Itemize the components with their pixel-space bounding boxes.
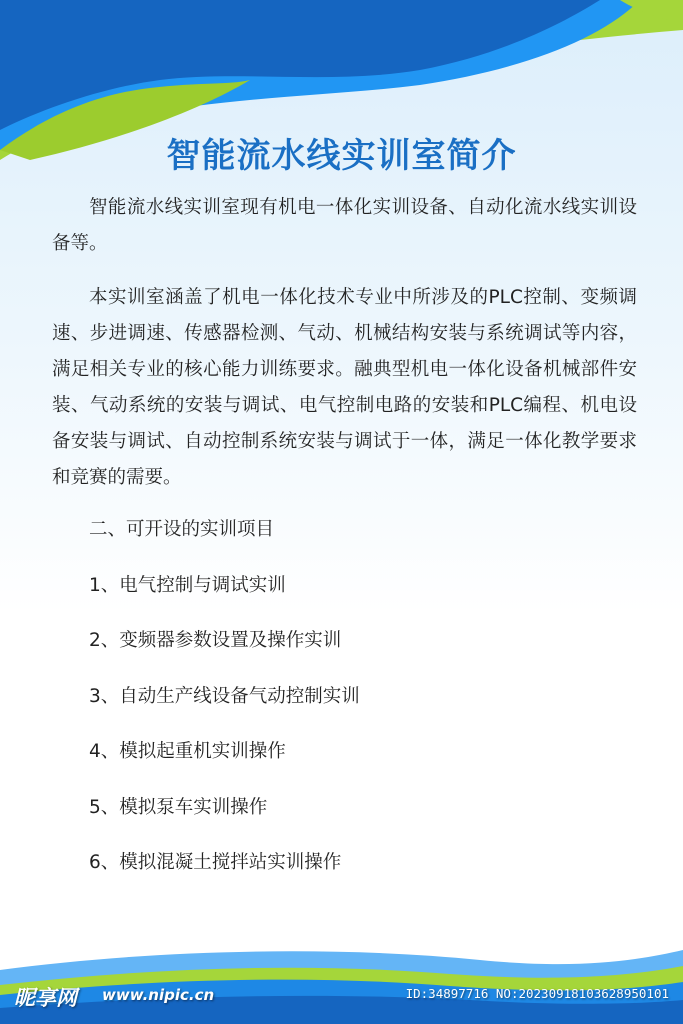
content-body [52, 190, 637, 905]
watermark-logo: 昵享网 [14, 986, 77, 1010]
intro-paragraph: 智能流水线实训室现有机电一体化实训设备、自动化流水线实训设备等。 [52, 197, 637, 254]
project-item: 5、模拟泵车实训操作 [89, 796, 268, 818]
section-heading: 二、可开设的实训项目 [89, 519, 275, 540]
project-item: 3、自动生产线设备气动控制实训 [89, 685, 360, 707]
project-item: 2、变频器参数设置及操作实训 [89, 630, 342, 651]
watermark-url[interactable]: www.nipic.cn [102, 986, 215, 1004]
project-item: 1、电气控制与调试实训 [89, 574, 286, 596]
bottom-wave-decoration [0, 940, 683, 1024]
project-item: 6、模拟混凝土搅拌站实训操作 [89, 852, 342, 873]
page-title: 智能流水线实训室简介 [166, 136, 517, 176]
watermark-id: ID:34897716 NO:20230918103628950101 [405, 986, 669, 1001]
body-paragraph: 本实训室涵盖了机电一体化技术专业中所涉及的PLC控制、变频调速、步进调速、传感器检测、气动、机械结构安装与系统调试等内容，满足相关专业的核心能力训练要求。融典型机电一体化设备机械部件安装、气动系统的安装与调试、电气控制电路的安装和PLC编程、机电设备安装与调试、自动控制系统安装与调试于一体，满足一体化教学要求和竞赛的需要。 [52, 287, 637, 488]
project-item: 4、模拟起重机实训操作 [89, 741, 286, 762]
